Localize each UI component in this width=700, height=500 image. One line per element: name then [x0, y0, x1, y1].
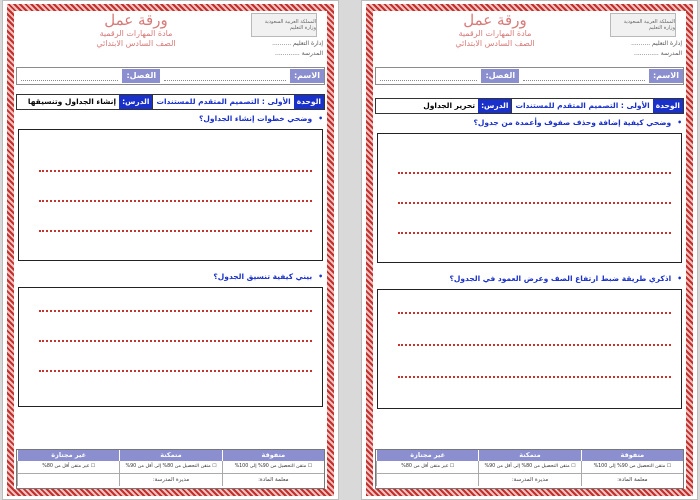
principal-signature: مديرة المدرسة: — [119, 474, 221, 486]
worksheet-title: ورقة عمل — [104, 11, 168, 29]
unit-value: الأولى : التصميم المتقدم للمستندات — [511, 99, 652, 113]
teacher-signature: معلمة المادة: — [222, 474, 324, 486]
answer-box-2[interactable] — [18, 287, 323, 407]
unit-value: الأولى : التصميم المتقدم للمستندات — [152, 95, 293, 109]
principal-signature: مديرة المدرسة: — [478, 474, 580, 486]
unit-label: الوحدة — [653, 99, 683, 113]
answer-line — [39, 340, 312, 342]
grade-title: الصف السادس الابتدائي — [455, 39, 535, 48]
lesson-label: الدرس: — [119, 95, 152, 109]
question-1: • وضحي خطوات إنشاء الجداول؟ — [16, 113, 325, 125]
grading-table — [375, 449, 684, 489]
grade-header: متفوقة — [581, 450, 683, 461]
name-label: الاسم: — [649, 69, 683, 83]
answer-line — [39, 310, 312, 312]
class-field[interactable] — [380, 72, 477, 81]
subject-title: مادة المهارات الرقمية — [458, 29, 532, 38]
school-field: المدرسة ............. — [275, 50, 323, 57]
answer-box-1[interactable] — [377, 133, 682, 263]
worksheet-page-2 — [361, 0, 698, 500]
unit-lesson-bar — [375, 98, 684, 114]
student-info-bar — [16, 67, 325, 85]
signature-empty — [376, 474, 478, 486]
student-info-bar — [375, 67, 684, 85]
edu-admin-field: إدارة التعليم .......... — [631, 40, 682, 47]
grade-header: متمكنة — [119, 450, 221, 461]
grade-desc[interactable]: ☐ غير متقن أقل من 80% — [17, 461, 119, 473]
name-label: الاسم: — [290, 69, 324, 83]
class-label: الفصل: — [122, 69, 160, 83]
name-field[interactable] — [164, 72, 286, 81]
answer-line — [398, 232, 671, 234]
signature-empty — [17, 474, 119, 486]
question-2: • بيني كيفية تنسيق الجدول؟ — [16, 271, 325, 283]
school-field: المدرسة ............. — [634, 50, 682, 57]
answer-line — [398, 312, 671, 314]
answer-line — [398, 202, 671, 204]
grading-table — [16, 449, 325, 489]
lesson-value: تحرير الجداول — [423, 101, 476, 110]
worksheet-title: ورقة عمل — [463, 11, 527, 29]
answer-line — [39, 230, 312, 232]
page-header — [375, 11, 684, 65]
question-2: • اذكري طريقة ضبط ارتفاع الصف وعرض العمود في الجدول؟ — [375, 273, 684, 285]
answer-line — [39, 200, 312, 202]
grade-header: متمكنة — [478, 450, 580, 461]
name-field[interactable] — [523, 72, 645, 81]
class-label: الفصل: — [481, 69, 519, 83]
edu-admin-field: إدارة التعليم .......... — [272, 40, 323, 47]
grade-desc[interactable]: ☐ متقن التحصيل من 90% إلى 100% — [222, 461, 324, 473]
ministry-block — [604, 13, 682, 55]
answer-box-2[interactable] — [377, 289, 682, 409]
unit-label: الوحدة — [294, 95, 324, 109]
grade-desc[interactable]: ☐ غير متقن أقل من 80% — [376, 461, 478, 473]
answer-line — [398, 344, 671, 346]
subject-title: مادة المهارات الرقمية — [99, 29, 173, 38]
ministry-block — [245, 13, 323, 55]
answer-line — [39, 370, 312, 372]
grade-desc[interactable]: ☐ متقن التحصيل من 80% إلى أقل من 90% — [478, 461, 580, 473]
grade-desc[interactable]: ☐ متقن التحصيل من 90% إلى 100% — [581, 461, 683, 473]
question-1: • وضحي كيفية إضافة وحذف صفوف وأعمدة من جدول؟ — [375, 117, 684, 129]
lesson-value: إنشاء الجداول وتنسيقها — [27, 97, 117, 106]
grade-header: غير مجتازة — [17, 450, 119, 461]
answer-line — [398, 376, 671, 378]
lesson-label: الدرس: — [478, 99, 511, 113]
grade-header: متفوقة — [222, 450, 324, 461]
grade-title: الصف السادس الابتدائي — [96, 39, 176, 48]
unit-lesson-bar — [16, 94, 325, 110]
grade-desc[interactable]: ☐ متقن التحصيل من 80% إلى أقل من 90% — [119, 461, 221, 473]
ministry-logo: المملكة العربية السعودية وزارة التعليم — [610, 13, 676, 37]
grade-header: غير مجتازة — [376, 450, 478, 461]
teacher-signature: معلمة المادة: — [581, 474, 683, 486]
answer-line — [39, 170, 312, 172]
worksheet-page-1 — [2, 0, 339, 500]
page-header — [16, 11, 325, 65]
answer-box-1[interactable] — [18, 129, 323, 261]
ministry-logo: المملكة العربية السعودية وزارة التعليم — [251, 13, 317, 37]
class-field[interactable] — [21, 72, 118, 81]
answer-line — [398, 172, 671, 174]
